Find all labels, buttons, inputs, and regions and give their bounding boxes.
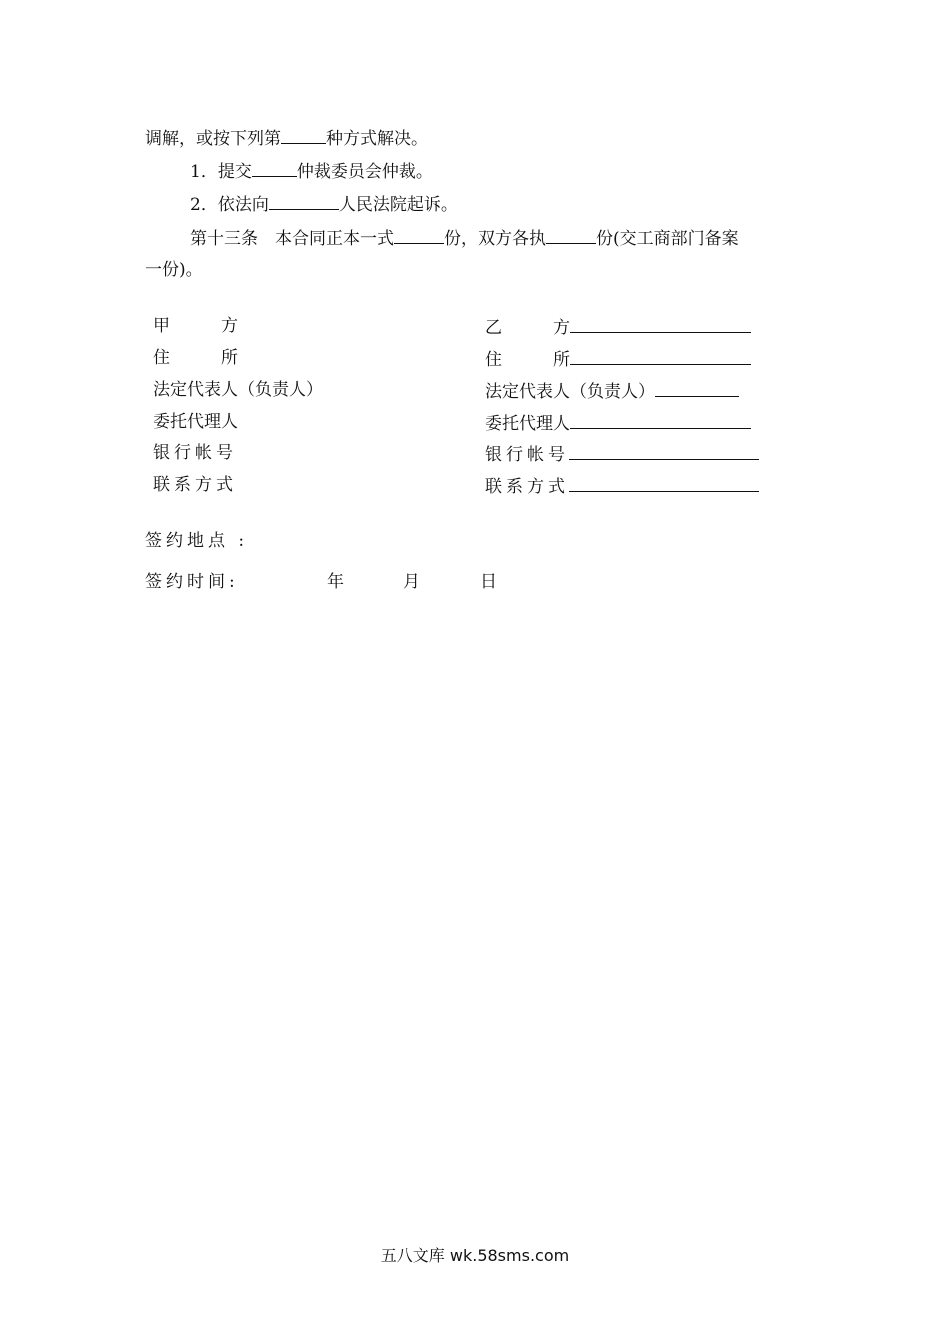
party-b-legal-rep-row <box>485 378 739 404</box>
line4-mid-text: 份，双方各执 <box>444 229 546 249</box>
line3-pre-text: 2．依法向 <box>190 195 269 215</box>
line1-pre-text: 调解，或按下列第 <box>145 129 281 149</box>
body-line-4 <box>190 225 739 251</box>
party-b-contact-label: 联系方式 <box>485 477 569 497</box>
line4-post-text: 份(交工商部门备案 <box>596 229 739 249</box>
line5-text: 一份)。 <box>145 260 203 280</box>
line3-post-text: 人民法院起诉。 <box>338 195 458 215</box>
signing-time-label: 签约时间: <box>145 572 239 592</box>
line2-pre-text: 1．提交 <box>190 162 252 182</box>
copies-each-blank <box>546 225 596 244</box>
party-b-address-row <box>485 346 751 372</box>
line1-post-text: 种方式解决。 <box>326 129 428 149</box>
party-b-contact-blank <box>569 473 759 492</box>
party-b-bank-label: 银行帐号 <box>485 445 569 465</box>
party-b-blank <box>570 314 751 333</box>
party-b-agent-row <box>485 410 751 436</box>
party-b-bank-blank <box>569 441 759 460</box>
party-a-bank-label: 银行帐号 <box>153 443 237 463</box>
party-b-legal-rep-blank <box>655 378 739 397</box>
party-b-agent-label: 委托代理人 <box>485 414 570 434</box>
party-b-agent-blank <box>570 410 751 429</box>
copies-total-blank <box>394 225 444 244</box>
line4-pre-text: 第十三条 本合同正本一式 <box>190 229 394 249</box>
court-blank <box>269 191 339 210</box>
party-b-row <box>485 314 751 340</box>
party-a-label: 甲 方 <box>153 316 238 336</box>
party-b-bank-row <box>485 441 759 467</box>
body-line-3 <box>190 191 458 217</box>
signing-time-row <box>145 570 239 594</box>
footer-watermark: 五八文库 wk.58sms.com <box>380 1246 570 1265</box>
party-a-agent-label: 委托代理人 <box>153 412 238 432</box>
arbitration-blank <box>252 158 297 177</box>
party-b-contact-row <box>485 473 759 499</box>
signing-day-label: 日 <box>480 572 497 592</box>
signing-month-label: 月 <box>403 572 420 592</box>
party-b-address-blank <box>570 346 751 365</box>
party-b-address-label: 住 所 <box>485 350 570 370</box>
body-line-2 <box>190 158 433 184</box>
body-line-5 <box>145 258 203 282</box>
line2-post-text: 仲裁委员会仲裁。 <box>296 162 433 182</box>
method-blank <box>281 125 326 144</box>
signing-year-label: 年 <box>327 572 344 592</box>
body-line-1 <box>145 125 428 151</box>
party-b-legal-rep-label: 法定代表人（负责人） <box>485 382 655 402</box>
party-a-contact-label: 联系方式 <box>153 475 237 495</box>
signing-place-label: 签约地点 : <box>145 531 249 551</box>
party-a-legal-rep-label: 法定代表人（负责人） <box>153 380 323 400</box>
party-a-address-label: 住 所 <box>153 348 238 368</box>
party-b-label: 乙 方 <box>485 318 570 338</box>
